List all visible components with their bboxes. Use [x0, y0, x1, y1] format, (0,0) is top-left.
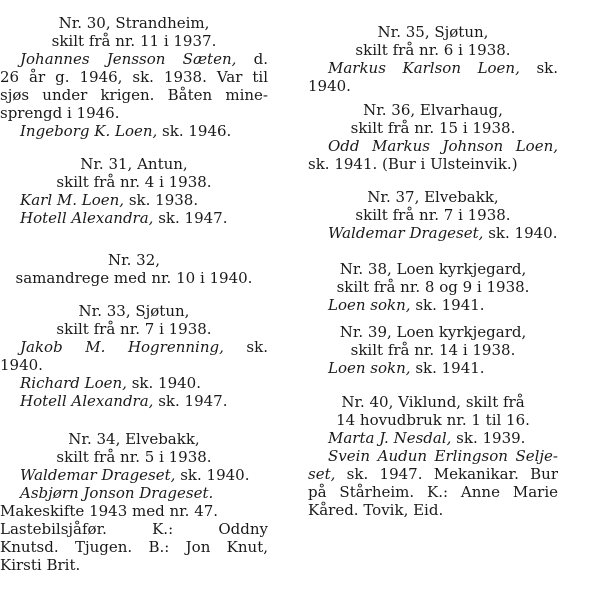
- entry-line: skilt frå nr. 5 i 1938.: [56, 448, 212, 466]
- entry-line: Kirsti Brit.: [0, 556, 81, 574]
- person-name: Loen sokn,: [328, 359, 411, 377]
- person-name: Marta J. Nesdal,: [328, 429, 452, 447]
- farm-entry: [308, 393, 558, 519]
- entry-text: sk. 1938.: [124, 191, 199, 209]
- entry-heading: Nr. 38, Loen kyrkjegard,: [339, 260, 527, 278]
- entry-line: 14 hovudbruk nr. 1 til 16.: [336, 411, 530, 429]
- person-name: Ingeborg K. Loen,: [20, 122, 158, 140]
- entry-heading: Nr. 31, Antun,: [80, 155, 188, 173]
- entry-line: skilt frå nr. 8 og 9 i 1938.: [336, 278, 530, 296]
- entry-text: sk.: [519, 59, 558, 77]
- entry-heading: Nr. 32,: [107, 251, 161, 269]
- entry-line: [0, 392, 268, 410]
- entry-line: sk. 1941. (Bur i Ulsteinvik.): [308, 155, 518, 173]
- entry-line: [308, 447, 558, 465]
- entry-heading: Nr. 36, Elvarhaug,: [363, 101, 503, 119]
- entry-line: på Stårheim. K.: Anne Marie: [308, 483, 558, 501]
- person-name: Hotell Alexandra,: [20, 209, 154, 227]
- entry-heading: Nr. 35, Sjøtun,: [377, 23, 489, 41]
- entry-line: [308, 137, 558, 155]
- entry-text: sk. 1941.: [410, 359, 485, 377]
- farm-entry: [308, 101, 558, 173]
- entry-line: skilt frå nr. 7 i 1938.: [56, 320, 212, 338]
- entry-heading: Nr. 34, Elvebakk,: [68, 430, 200, 448]
- farm-entry: [0, 430, 268, 574]
- person-name: Asbjørn Jonson Drageset.: [20, 484, 214, 502]
- person-name: Waldemar Drageset,: [328, 224, 484, 242]
- person-name: Johannes Jensson Sæten,: [20, 50, 237, 68]
- entry-line: Kåred. Tovik, Eid.: [308, 501, 444, 519]
- person-name: Markus Karlson Loen,: [328, 59, 520, 77]
- entry-text: sk. 1947. Mekanikar. Bur: [335, 465, 558, 483]
- entry-line: Knutsd. Tjugen. B.: Jon Knut,: [0, 538, 268, 556]
- entry-line: [308, 429, 558, 447]
- entry-heading: Nr. 40, Viklund, skilt frå: [341, 393, 525, 411]
- farm-entry: [308, 323, 558, 377]
- entry-line: 1940.: [308, 77, 351, 95]
- farm-entry: [0, 14, 268, 140]
- person-name: Svein Audun Erlingson Selje-: [328, 447, 558, 465]
- person-name: Jakob M. Hogrenning,: [20, 338, 224, 356]
- farm-entry: [308, 23, 558, 95]
- person-name: Hotell Alexandra,: [20, 392, 154, 410]
- entry-line: [308, 296, 558, 314]
- farm-entry: [0, 302, 268, 410]
- entry-line: [0, 209, 268, 227]
- entry-line: [308, 224, 558, 242]
- farm-entry: [308, 260, 558, 314]
- entry-line: [0, 374, 268, 392]
- entry-heading: Nr. 39, Loen kyrkjegard,: [339, 323, 527, 341]
- entry-line: skilt frå nr. 14 i 1938.: [350, 341, 516, 359]
- entry-text: sk. 1939.: [451, 429, 526, 447]
- entry-heading: Nr. 33, Sjøtun,: [78, 302, 190, 320]
- entry-line: sprengd i 1946.: [0, 104, 120, 122]
- entry-text: sk. 1941.: [410, 296, 485, 314]
- entry-heading: Nr. 37, Elvebakk,: [367, 188, 499, 206]
- entry-line: 26 år g. 1946, sk. 1938. Var til: [0, 68, 268, 86]
- entry-line: sjøs under krigen. Båten mine-: [0, 86, 268, 104]
- farm-entry: [0, 155, 268, 227]
- entry-text: d.: [236, 50, 268, 68]
- entry-text: sk. 1940.: [126, 374, 201, 392]
- person-name: Karl M. Loen,: [20, 191, 125, 209]
- entry-line: [308, 465, 558, 483]
- entry-line: samandrege med nr. 10 i 1940.: [15, 269, 253, 287]
- entry-line: 1940.: [0, 356, 43, 374]
- entry-line: [308, 59, 558, 77]
- person-name: Richard Loen,: [20, 374, 127, 392]
- entry-text: sk.: [223, 338, 268, 356]
- farm-entry: [0, 251, 268, 287]
- entry-line: skilt frå nr. 11 i 1937.: [51, 32, 217, 50]
- entry-line: [0, 50, 268, 68]
- entry-text: sk. 1946.: [157, 122, 232, 140]
- entry-text: sk. 1940.: [483, 224, 558, 242]
- entry-text: sk. 1940.: [175, 466, 250, 484]
- entry-line: skilt frå nr. 15 i 1938.: [350, 119, 516, 137]
- entry-heading: Nr. 30, Strandheim,: [58, 14, 210, 32]
- person-name: Waldemar Drageset,: [20, 466, 176, 484]
- person-name: set,: [308, 465, 336, 483]
- entry-line: Lastebilsjåfør. K.: Oddny: [0, 520, 268, 538]
- entry-line: [0, 466, 268, 484]
- entry-line: [308, 359, 558, 377]
- entry-text: sk. 1947.: [153, 209, 228, 227]
- entry-line: [0, 484, 268, 502]
- entry-line: [0, 191, 268, 209]
- entry-line: skilt frå nr. 4 i 1938.: [56, 173, 212, 191]
- person-name: Loen sokn,: [328, 296, 411, 314]
- entry-line: skilt frå nr. 6 i 1938.: [355, 41, 511, 59]
- entry-text: sk. 1947.: [153, 392, 228, 410]
- entry-line: [0, 338, 268, 356]
- farm-entry: [308, 188, 558, 242]
- entry-line: [0, 122, 268, 140]
- person-name: Odd Markus Johnson Loen,: [328, 137, 558, 155]
- entry-line: skilt frå nr. 7 i 1938.: [355, 206, 511, 224]
- entry-line: Makeskifte 1943 med nr. 47.: [0, 502, 219, 520]
